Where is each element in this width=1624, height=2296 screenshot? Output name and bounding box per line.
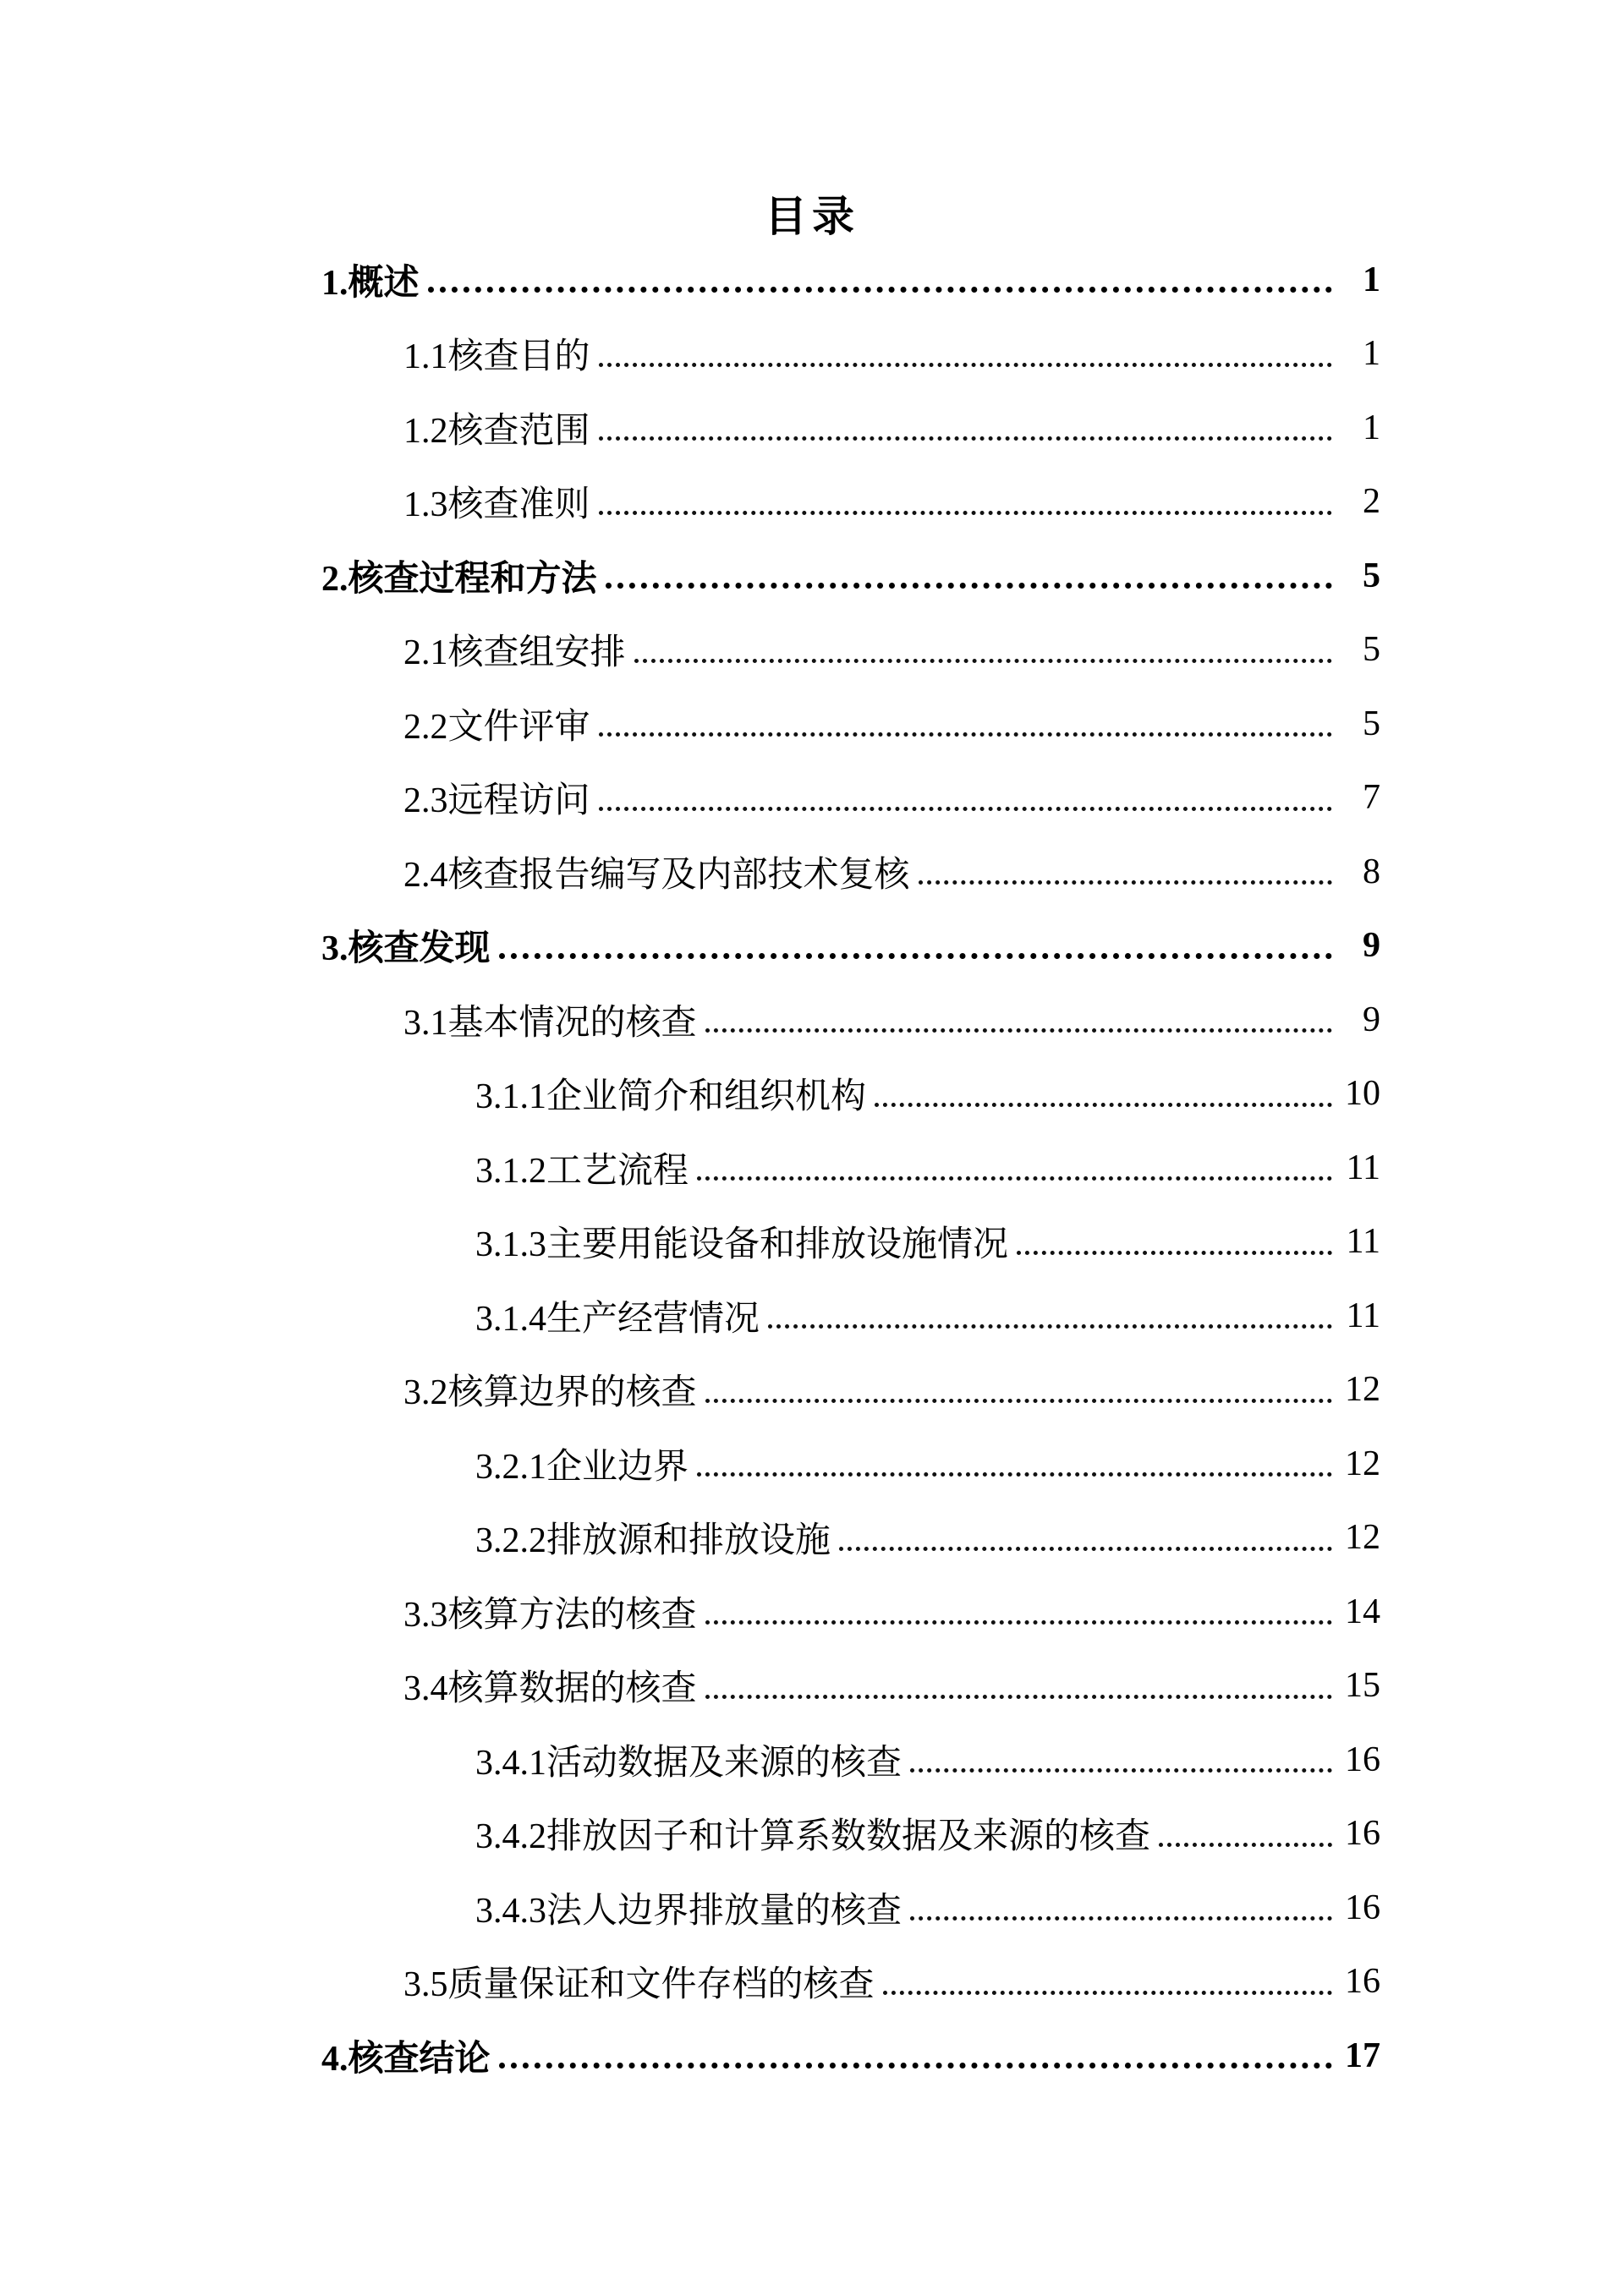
toc-page-number: 17 bbox=[1345, 2036, 1380, 2075]
toc-entry bbox=[321, 2019, 1380, 2093]
toc-entry-label: 3.1.1企业简介和组织机构 bbox=[475, 1077, 867, 1117]
toc-entry-label: 4.核查结论 bbox=[321, 2039, 491, 2079]
toc-dot-leader bbox=[599, 511, 1332, 515]
toc-dot-leader bbox=[697, 1176, 1332, 1181]
toc-page-number: 1 bbox=[1363, 260, 1380, 299]
toc-entry-label: 3.1.4生产经营情况 bbox=[475, 1299, 760, 1339]
toc-entry-label: 3.4.1活动数据及来源的核查 bbox=[475, 1743, 903, 1783]
toc-entry-label: 3.1.3主要用能设备和排放设施情况 bbox=[475, 1225, 1009, 1265]
toc-entry bbox=[403, 1575, 1380, 1649]
toc-entry bbox=[475, 1131, 1380, 1205]
toc-page-number: 11 bbox=[1346, 1296, 1380, 1335]
toc-entry bbox=[403, 761, 1380, 836]
toc-entry bbox=[403, 1353, 1380, 1427]
toc-dot-leader bbox=[910, 1916, 1332, 1921]
toc-entry bbox=[475, 1871, 1380, 1945]
toc-entry-label: 2.2文件评审 bbox=[403, 707, 590, 747]
toc-page-number: 11 bbox=[1346, 1222, 1380, 1262]
toc-page-number: 5 bbox=[1363, 630, 1380, 670]
toc-entry bbox=[321, 909, 1380, 984]
toc-entry-label: 3.1基本情况的核查 bbox=[403, 1003, 697, 1043]
toc-entry bbox=[475, 1057, 1380, 1132]
toc-entry-label: 3.2核算边界的核查 bbox=[403, 1373, 697, 1413]
toc-dot-leader bbox=[883, 1991, 1332, 1995]
toc-entry bbox=[403, 687, 1380, 761]
toc-page-number: 5 bbox=[1363, 556, 1380, 595]
toc-dot-leader bbox=[599, 732, 1332, 737]
toc-page-number: 12 bbox=[1345, 1370, 1380, 1410]
toc-page-number: 12 bbox=[1345, 1444, 1380, 1483]
toc-dot-leader bbox=[839, 1547, 1332, 1551]
toc-page-number: 11 bbox=[1346, 1148, 1380, 1187]
toc-entry-label: 3.3核算方法的核查 bbox=[403, 1595, 697, 1635]
toc-entry bbox=[403, 317, 1380, 392]
toc-dot-leader bbox=[428, 287, 1332, 293]
toc-dot-leader bbox=[599, 436, 1332, 441]
toc-entry bbox=[475, 1205, 1380, 1280]
toc-entry-label: 3.4.3法人边界排放量的核查 bbox=[475, 1891, 903, 1931]
toc-entry-label: 3.2.1企业边界 bbox=[475, 1447, 689, 1487]
toc-entry bbox=[475, 1427, 1380, 1501]
toc-entry-label: 3.核查发现 bbox=[321, 929, 491, 969]
toc-dot-leader bbox=[599, 363, 1332, 367]
toc-page-number: 16 bbox=[1345, 1888, 1380, 1927]
toc-entry bbox=[403, 983, 1380, 1057]
toc-entry-label: 1.2核查范围 bbox=[403, 411, 590, 451]
toc-dot-leader bbox=[499, 2063, 1332, 2069]
toc-page-number: 8 bbox=[1363, 852, 1380, 891]
toc-page-number: 7 bbox=[1363, 778, 1380, 818]
toc-entry-label: 3.4核算数据的核查 bbox=[403, 1669, 697, 1709]
toc-dot-leader bbox=[768, 1324, 1332, 1329]
toc-dot-leader bbox=[606, 583, 1332, 589]
toc-entry-label: 2.1核查组安排 bbox=[403, 633, 626, 673]
toc-entry bbox=[321, 539, 1380, 613]
toc-entry-label: 1.概述 bbox=[321, 263, 420, 303]
toc-page-number: 1 bbox=[1363, 408, 1380, 447]
toc-entry bbox=[475, 1797, 1380, 1871]
page-title: 目录 bbox=[765, 193, 859, 240]
toc-entry-label: 3.4.2排放因子和计算系数数据及来源的核查 bbox=[475, 1817, 1151, 1857]
toc-page-number: 10 bbox=[1345, 1074, 1380, 1114]
toc-page-number: 9 bbox=[1363, 1000, 1380, 1039]
toc-entry bbox=[403, 1649, 1380, 1723]
toc-dot-leader bbox=[705, 1028, 1332, 1033]
toc-dot-leader bbox=[705, 1620, 1332, 1625]
toc-dot-leader bbox=[875, 1103, 1332, 1107]
toc-dot-leader bbox=[1159, 1843, 1332, 1847]
toc-page-number: 12 bbox=[1345, 1518, 1380, 1558]
toc-dot-leader bbox=[599, 807, 1332, 811]
toc-page-number: 5 bbox=[1363, 704, 1380, 743]
toc-dot-leader bbox=[634, 659, 1332, 663]
toc-entry bbox=[403, 1945, 1380, 2019]
toc-dot-leader bbox=[919, 880, 1332, 885]
toc-dot-leader bbox=[705, 1695, 1332, 1699]
toc-entry-label: 2.核查过程和方法 bbox=[321, 559, 597, 599]
toc-entry-label: 3.1.2工艺流程 bbox=[475, 1151, 689, 1191]
toc-entry bbox=[403, 835, 1380, 909]
toc-entry-label: 1.3核查准则 bbox=[403, 485, 590, 525]
toc-entry-label: 3.5质量保证和文件存档的核查 bbox=[403, 1965, 875, 2005]
toc-dot-leader bbox=[1017, 1251, 1332, 1255]
toc-page-number: 9 bbox=[1363, 926, 1380, 966]
toc-entry bbox=[475, 1279, 1380, 1353]
toc-entry bbox=[403, 613, 1380, 688]
toc-page-number: 14 bbox=[1345, 1592, 1380, 1631]
toc-entry bbox=[321, 243, 1380, 317]
toc-entry-label: 2.3远程访问 bbox=[403, 781, 590, 821]
table-of-contents bbox=[321, 243, 1380, 2093]
toc-entry bbox=[403, 391, 1380, 465]
toc-entry-label: 2.4核查报告编写及内部技术复核 bbox=[403, 855, 910, 895]
toc-page-number: 15 bbox=[1345, 1666, 1380, 1706]
toc-dot-leader bbox=[705, 1399, 1332, 1403]
toc-dot-leader bbox=[697, 1472, 1332, 1477]
toc-page-number: 16 bbox=[1345, 1740, 1380, 1779]
toc-entry-label: 1.1核查目的 bbox=[403, 337, 590, 377]
toc-page-number: 2 bbox=[1363, 482, 1380, 522]
toc-entry bbox=[475, 1501, 1380, 1575]
toc-entry-label: 3.2.2排放源和排放设施 bbox=[475, 1521, 831, 1561]
toc-page-number: 16 bbox=[1345, 1962, 1380, 2002]
toc-page-number: 1 bbox=[1363, 334, 1380, 374]
toc-dot-leader bbox=[499, 953, 1332, 959]
toc-entry bbox=[403, 465, 1380, 540]
toc-entry bbox=[475, 1723, 1380, 1797]
toc-page-number: 16 bbox=[1345, 1814, 1380, 1854]
toc-dot-leader bbox=[910, 1768, 1332, 1773]
